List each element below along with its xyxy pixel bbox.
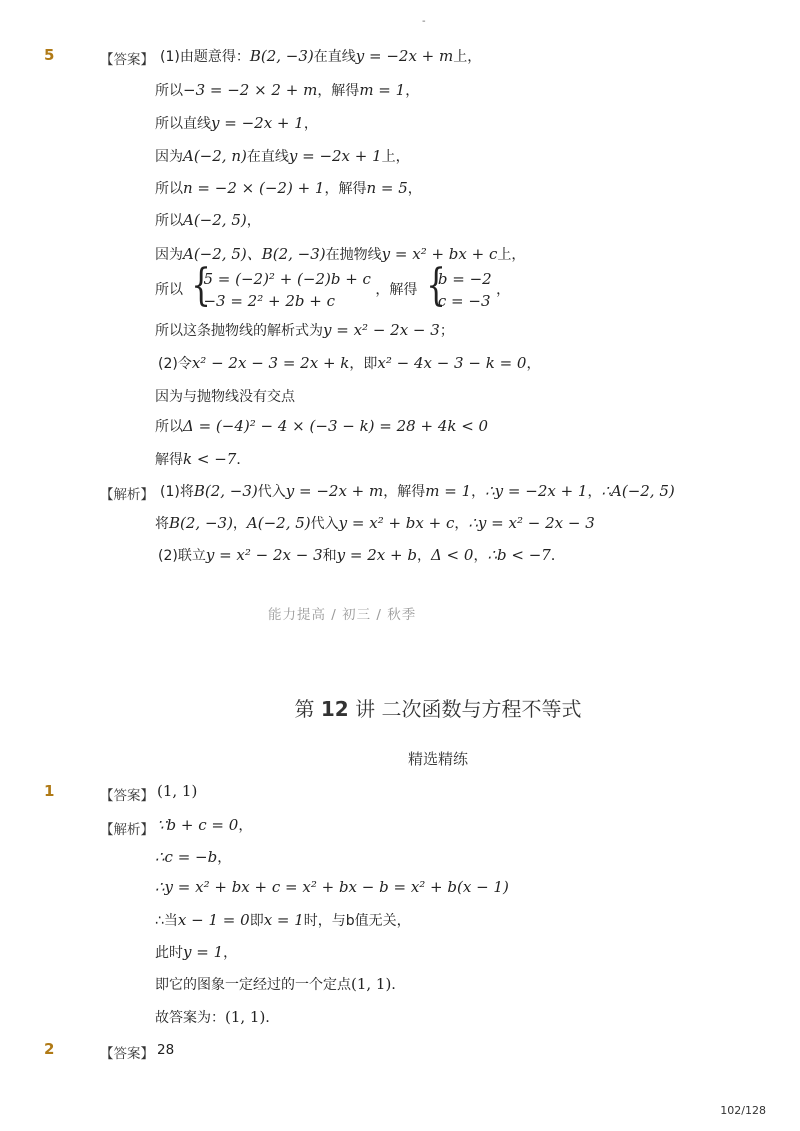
math: x² − 2x − 3 = 2x + k [191, 354, 350, 372]
answer-value: 28 [157, 1042, 175, 1058]
text: 将 [155, 516, 169, 532]
page-number: 102/128 [720, 1104, 766, 1117]
text: 因为与抛物线没有交点 [155, 389, 295, 405]
text: ， [232, 516, 247, 532]
text: ， [471, 484, 486, 500]
solution-line [155, 449, 250, 469]
text: 此时 [155, 945, 183, 961]
math: A(−2, 5) [183, 211, 247, 229]
text: 上， [497, 247, 526, 263]
math: ∴y = −2x + 1 [485, 482, 588, 500]
math: Δ = (−4)² − 4 × (−3 − k) = 28 + 4k < 0 [183, 417, 489, 435]
math: y = −2x + m [285, 482, 384, 500]
text: ，解得 [383, 484, 426, 500]
analysis-line [155, 513, 595, 533]
text: 因为 [155, 247, 183, 263]
text: ． [236, 452, 251, 468]
lecture-title [0, 693, 800, 722]
math: y = −2x + 1 [211, 114, 304, 132]
math: k < −7 [183, 450, 237, 468]
math: y = −2x + m [355, 47, 454, 65]
analysis-line [155, 910, 411, 930]
text: ， [526, 356, 541, 372]
brace-icon: { [426, 260, 446, 311]
text: 解得 [155, 452, 183, 468]
question-number: 5 [44, 46, 55, 64]
equation-row: −3 = 2² + 2b + c [203, 292, 335, 310]
analysis-line [158, 545, 565, 565]
equation-system-left [187, 260, 371, 312]
text: 故答案为： [155, 1010, 225, 1026]
text: 所以这条抛物线的解析式为 [155, 323, 323, 339]
solution-line [155, 80, 419, 100]
text: ； [439, 323, 454, 339]
math: −3 = −2 × 2 + m [183, 81, 318, 99]
text: ． [391, 977, 406, 993]
solution-line [155, 386, 295, 406]
equation-system-right [422, 260, 492, 312]
math: y = x² + bx + c [381, 245, 498, 263]
text: (1)将 [160, 484, 194, 500]
math: x² − 4x − 3 − k = 0 [377, 354, 527, 372]
solution-line [158, 353, 540, 373]
equation-row: 5 = (−2)² + (−2)b + c [203, 270, 371, 288]
text: 所以直线 [155, 116, 211, 132]
math: A(−2, 5) [246, 514, 311, 532]
answer-tag: 【答案】 [100, 52, 154, 68]
solution-line [155, 320, 454, 340]
math: n = 5 [366, 179, 408, 197]
solution-line [160, 46, 481, 66]
text: ∴当 [155, 913, 178, 929]
text: 代入 [257, 484, 286, 500]
text: ，解得 [375, 282, 418, 298]
equation-system-line [155, 260, 511, 312]
text: ，解得 [324, 181, 367, 197]
math: B(2, −3) [169, 514, 233, 532]
math: x = 1 [263, 911, 304, 929]
text: ， [246, 213, 261, 229]
math: A(−2, 5)、B(2, −3) [183, 245, 326, 263]
text: 所以 [155, 213, 183, 229]
text: ， [587, 484, 602, 500]
analysis-line [157, 815, 252, 835]
math: B(2, −3) [249, 47, 314, 65]
answer-tag: 【答案】 [100, 1046, 154, 1062]
text: (1)由题意得： [160, 49, 250, 65]
math: m = 1 [359, 81, 406, 99]
solution-line [155, 113, 318, 133]
math: y = x² + bx + c [338, 514, 455, 532]
text: (2)令 [158, 356, 192, 372]
text: ， [405, 83, 420, 99]
math: ∴A(−2, 5) [601, 482, 675, 500]
text: ． [265, 1010, 280, 1026]
math: ∴b < −7 [487, 546, 551, 564]
solution-line [155, 416, 488, 436]
course-breadcrumb: 能力提高 / 初三 / 秋季 [268, 607, 417, 623]
text: 因为 [155, 149, 183, 165]
text: 即 [249, 913, 264, 929]
text: ， [454, 516, 469, 532]
math: (1, 1) [351, 975, 392, 993]
equation-row: b = −2 [437, 270, 492, 288]
text: ， [496, 282, 511, 298]
analysis-line [155, 847, 231, 867]
math: y = −2x + 1 [288, 147, 382, 165]
text: ， [238, 818, 253, 834]
text: 所以 [155, 181, 183, 197]
section-title: 精选精练 [407, 750, 468, 768]
lecture-number: 12 [320, 697, 349, 721]
text: ， [223, 945, 238, 961]
text: ， [303, 116, 318, 132]
analysis-line [155, 1007, 279, 1027]
analysis-line [155, 974, 405, 994]
math: y = x² − 2x − 3 [323, 321, 440, 339]
text: ，解得 [317, 83, 360, 99]
analysis-line [160, 481, 675, 501]
text: ，即 [349, 356, 378, 372]
answer-tag: 【答案】 [100, 788, 154, 804]
text: 所以 [155, 419, 183, 435]
brace-icon: { [191, 260, 212, 311]
math: ∵b + c = 0 [157, 816, 239, 834]
analysis-tag: 【解析】 [100, 822, 154, 838]
analysis-line [155, 942, 237, 962]
text: (2)联立 [158, 548, 206, 564]
text: 在抛物线 [325, 247, 382, 263]
math: Δ < 0 [430, 546, 474, 564]
text: 所以 [155, 83, 183, 99]
text: 和 [322, 548, 337, 564]
math: (1, 1) [157, 782, 198, 800]
equation-row: c = −3 [437, 292, 491, 310]
question-number: 1 [44, 782, 55, 800]
text: 上， [381, 149, 410, 165]
math: m = 1 [425, 482, 472, 500]
solution-line [155, 146, 410, 166]
text: 上， [453, 49, 482, 65]
text: 在直线 [246, 149, 289, 165]
text: ， [473, 548, 488, 564]
math: ∴y = x² + bx + c = x² + bx − b = x² + b(x − 1) [155, 878, 509, 896]
text: 即它的图象一定经过的一个定点 [155, 977, 351, 993]
text: ， [416, 548, 431, 564]
math: x − 1 = 0 [177, 911, 250, 929]
text: ， [217, 850, 232, 866]
lecture-prefix: 第 [294, 697, 315, 721]
lecture-name: 讲 二次函数与方程不等式 [355, 697, 582, 721]
math: y = 2x + b [336, 546, 417, 564]
solution-line [155, 210, 261, 230]
text: 所以 [155, 282, 183, 298]
analysis-line [155, 878, 509, 896]
text: ． [550, 548, 565, 564]
math: A(−2, n) [183, 147, 247, 165]
question-number: 2 [44, 1040, 55, 1058]
math: ∴y = x² − 2x − 3 [468, 514, 595, 532]
math: B(2, −3) [193, 482, 258, 500]
math: (1, 1) [225, 1008, 266, 1026]
text: 代入 [310, 516, 339, 532]
answer-value [157, 782, 197, 800]
math: y = x² − 2x − 3 [205, 546, 323, 564]
math: ∴c = −b [155, 848, 218, 866]
text: 时，与b值无关， [303, 913, 411, 929]
text: ， [407, 181, 422, 197]
solution-line [155, 178, 422, 198]
text: 在直线 [313, 49, 356, 65]
analysis-tag: 【解析】 [100, 487, 154, 503]
math: y = 1 [183, 943, 224, 961]
math: n = −2 × (−2) + 1 [183, 179, 325, 197]
top-mark: - [422, 16, 426, 27]
